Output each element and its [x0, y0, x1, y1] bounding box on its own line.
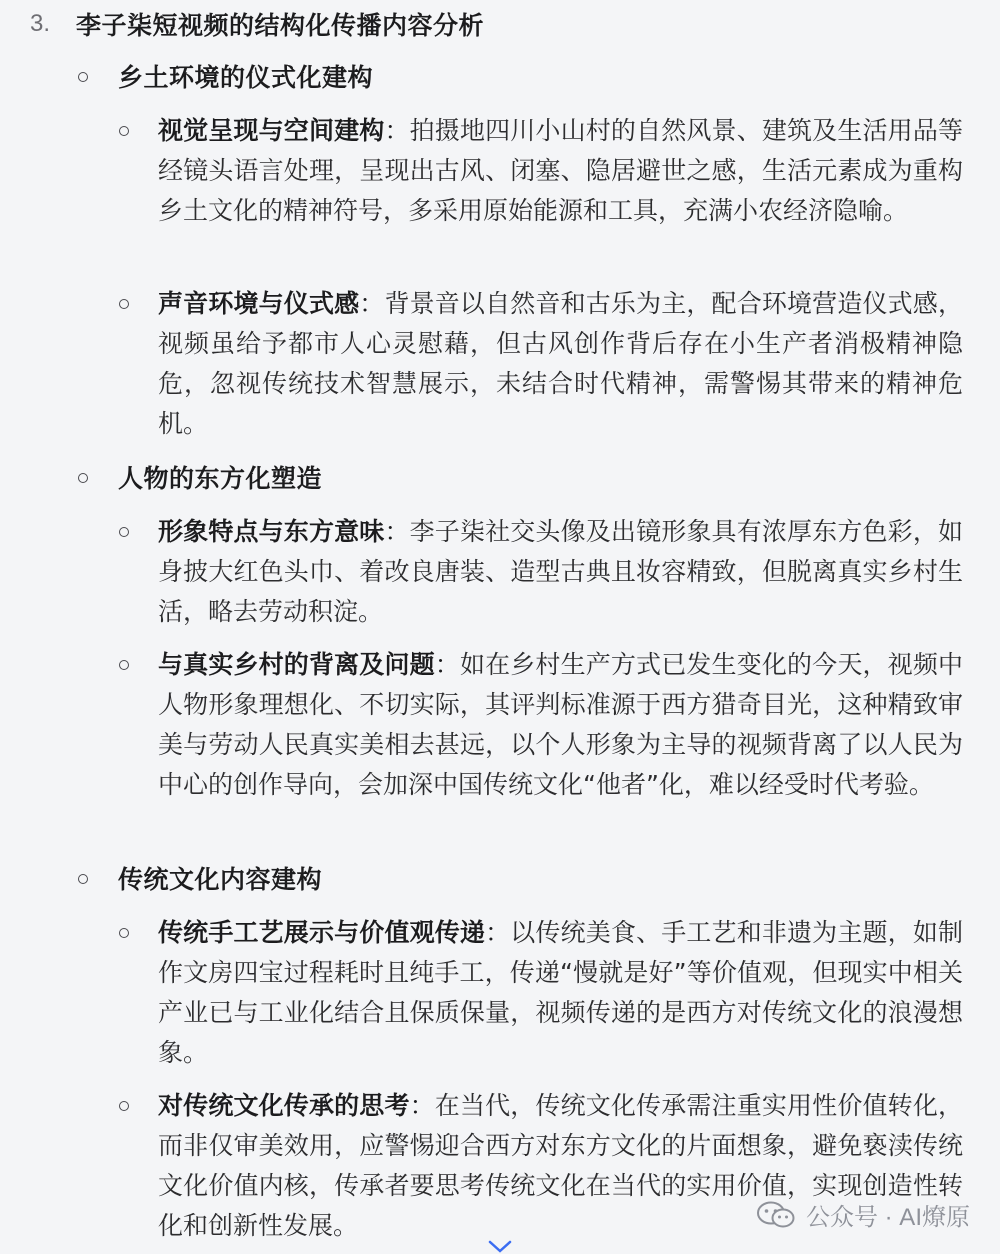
section-number: 3.: [30, 10, 51, 37]
bullet-icon: [78, 874, 88, 884]
bullet-icon: [119, 1101, 129, 1111]
wechat-icon: [756, 1201, 796, 1229]
label-separator: ：: [384, 517, 410, 546]
bullet-icon: [119, 660, 129, 670]
chevron-down-icon[interactable]: [486, 1240, 514, 1254]
bullet-icon: [78, 72, 88, 82]
entry-text: 如在乡村生产方式已发生变化的今天，视频中人物形象理想化、不切实际，其评判标准源于西方猎奇目光，这种精致审美与劳动人民真实美相去甚远，以个人形象为主导的视频背离了以人民为中心的创作导向，会加深中国传统文化“他者”化，难以经受时代考验。: [158, 650, 963, 799]
label-separator: ：: [359, 289, 385, 318]
group-title: 乡土环境的仪式化建构: [118, 63, 374, 92]
entry-text: 拍摄地四川小山村的自然风景、建筑及生活用品等经镜头语言处理，呈现出古风、闭塞、隐居避世之感，生活元素成为重构乡土文化的精神符号，多采用原始能源和工具，充满小农经济隐喻。: [158, 116, 963, 225]
watermark: [756, 1197, 970, 1232]
bullet-icon: [119, 527, 129, 537]
bullet-icon: [119, 928, 129, 938]
entry-label: 对传统文化传承的思考: [158, 1091, 410, 1120]
bullet-icon: [78, 473, 88, 483]
section-heading: [30, 6, 484, 42]
label-separator: ：: [409, 1091, 435, 1120]
entry-text: 以传统美食、手工艺和非遗为主题，如制作文房四宝过程耗时且纯手工，传递“慢就是好”等价值观，但现实中相关产业已与工业化结合且保质保量，视频传递的是西方对传统文化的浪漫想象。: [158, 918, 963, 1067]
entry-label: 视觉呈现与空间建构: [158, 116, 385, 145]
section-title: 李子柒短视频的结构化传播内容分析: [76, 11, 485, 40]
list-item: [158, 913, 963, 1073]
label-separator: ：: [434, 650, 460, 679]
entry-text: 背景音以自然音和古乐为主，配合环境营造仪式感，视频虽给予都市人心灵慰藉，但古风创作背后存在小生产者消极精神隐危，忽视传统技术智慧展示，未结合时代精神，需警惕其带来的精神危机。: [158, 289, 963, 438]
entry-label: 形象特点与东方意味: [158, 517, 385, 546]
entry-label: 与真实乡村的背离及问题: [158, 650, 435, 679]
watermark-text: 公众号 · AI燎原: [805, 1204, 970, 1231]
list-item: [158, 645, 963, 805]
list-item: [158, 512, 963, 632]
bullet-icon: [119, 299, 129, 309]
entry-text: 李子柒社交头像及出镜形象具有浓厚东方色彩，如身披大红色头巾、着改良唐装、造型古典且妆容精致，但脱离真实乡村生活，略去劳动积淀。: [158, 517, 963, 626]
group-title: 传统文化内容建构: [118, 865, 323, 894]
list-item: [158, 284, 963, 444]
entry-text: 在当代，传统文化传承需注重实用性价值转化，而非仅审美效用，应警惕迎合西方对东方文化的片面想象，避免亵渎传统文化价值内核，传承者要思考传统文化在当代的实用价值，实现创造性转化和创新性发展。: [158, 1091, 963, 1240]
entry-label: 声音环境与仪式感: [158, 289, 360, 318]
entry-label: 传统手工艺展示与价值观传递: [158, 918, 486, 947]
group-title: 人物的东方化塑造: [118, 464, 323, 493]
label-separator: ：: [485, 918, 511, 947]
label-separator: ：: [384, 116, 410, 145]
list-item: [158, 111, 963, 231]
bullet-icon: [119, 126, 129, 136]
